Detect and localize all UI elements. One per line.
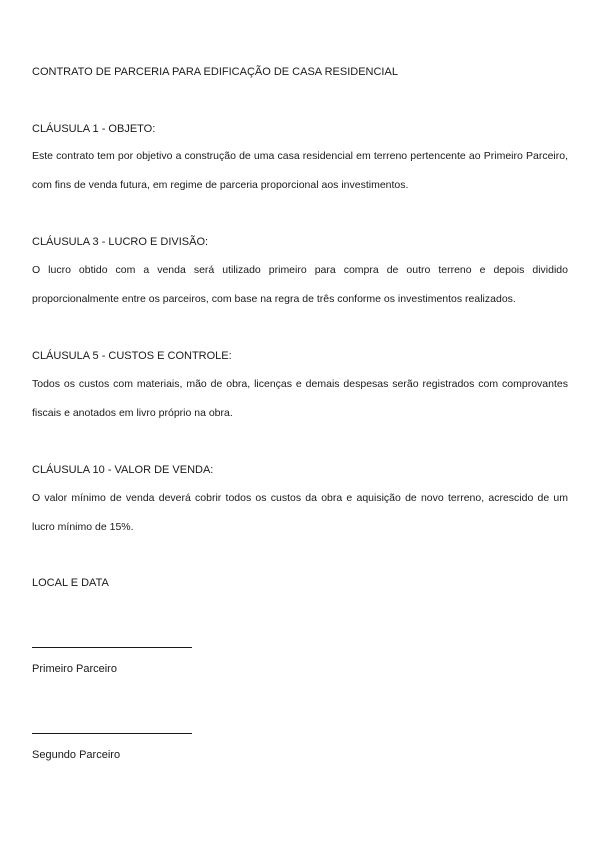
document-title: CONTRATO DE PARCERIA PARA EDIFICAÇÃO DE CASA RESIDENCIAL xyxy=(32,66,398,78)
signature-line-segundo xyxy=(32,733,192,734)
clause-5-body: Todos os custos com materiais, mão de obra, licenças e demais despesas serão registrados com comprovantes fiscais e anotados em livro próprio na obra. xyxy=(32,378,568,419)
signature-label-segundo: Segundo Parceiro xyxy=(32,749,121,761)
local-e-data: LOCAL E DATA xyxy=(32,577,109,589)
signature-label-primeiro: Primeiro Parceiro xyxy=(32,663,117,675)
clause-3-heading: CLÁUSULA 3 - LUCRO E DIVISÃO: xyxy=(32,236,209,248)
clause-10-heading: CLÁUSULA 10 - VALOR DE VENDA: xyxy=(32,464,214,476)
signature-line-primeiro xyxy=(32,647,192,648)
clause-1-body: Este contrato tem por objetivo a construção de uma casa residencial em terreno pertencente ao Primeiro Parceiro, com fins de venda futura, em regime de parceria proporcional aos investimentos. xyxy=(32,150,568,191)
clause-3-body: O lucro obtido com a venda será utilizado primeiro para compra de outro terreno e depois dividido proporcionalmente entre os parceiros, com base na regra de três conforme os investimentos realizados. xyxy=(32,264,568,305)
clause-10-body: O valor mínimo de venda deverá cobrir todos os custos da obra e aquisição de novo terreno, acrescido de um lucro mínimo de 15%. xyxy=(32,492,568,533)
clause-1-heading: CLÁUSULA 1 - OBJETO: xyxy=(32,123,156,135)
clause-5-heading: CLÁUSULA 5 - CUSTOS E CONTROLE: xyxy=(32,350,232,362)
